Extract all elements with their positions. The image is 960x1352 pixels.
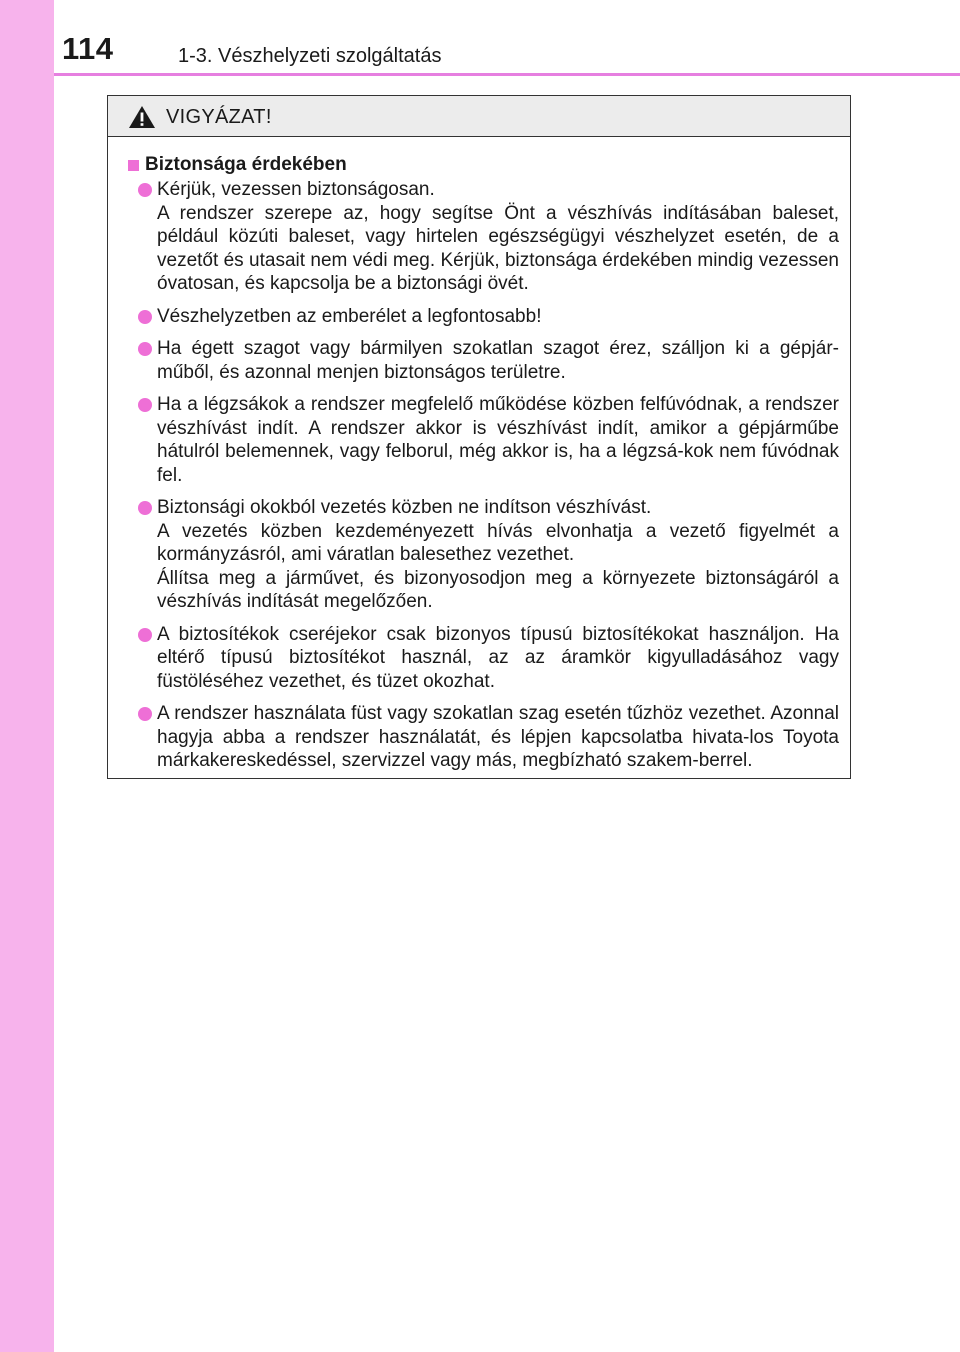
circle-bullet-icon — [138, 342, 152, 356]
caution-header — [108, 96, 850, 137]
circle-bullet-icon — [138, 183, 152, 197]
caution-box — [107, 95, 851, 779]
section-title: 1-3. Vészhelyzeti szolgáltatás — [178, 45, 442, 67]
list-item — [128, 393, 839, 487]
item-text: Ha a légzsákok a rendszer megfelelő működése közben felfúvódnak, a rendszer vészhívást indít. A rendszer akkor is vészhívást indít, amikor a gépjárműbe hátulról belemennek, vagy felborul, még akkor is, ha a légzsá-kok nem fúvódnak fel. — [157, 394, 839, 486]
caution-body — [108, 137, 850, 773]
item-text: A vezetés közben kezdeményezett hívás elvonhatja a vezető figyelmét a kormányzásról, ami váratlan balesethez vezethet. — [157, 520, 839, 565]
list-item — [128, 305, 839, 329]
list-item — [128, 337, 839, 384]
page-number: 114 — [62, 31, 114, 66]
caution-heading-text: Biztonsága érdekében — [145, 154, 347, 175]
item-text: A biztosítékok cseréjekor csak bizonyos típusú biztosítékokat használjon. Ha eltérő típusú biztosítékot használ, az az áramkör kigyulladásához vagy füstöléséhez vezethet, és tüzet okozhat. — [157, 623, 839, 692]
item-text: Állítsa meg a járművet, és bizonyosodjon meg a környezete biztonságáról a vészhívás indítását megelőzően. — [157, 567, 839, 612]
list-item — [128, 623, 839, 694]
item-text: Biztonsági okokból vezetés közben ne indítson vészhívást. — [157, 497, 652, 518]
caution-label: VIGYÁZAT! — [166, 106, 272, 128]
circle-bullet-icon — [138, 310, 152, 324]
item-text: Kérjük, vezessen biztonságosan. — [157, 179, 435, 200]
caution-heading — [128, 152, 839, 178]
circle-bullet-icon — [138, 707, 152, 721]
item-text: Ha égett szagot vagy bármilyen szokatlan szagot érez, szálljon ki a gépjár-műből, és azonnal menjen biztonságos területre. — [157, 338, 839, 383]
list-item — [128, 496, 839, 614]
circle-bullet-icon — [138, 628, 152, 642]
item-text: Vészhelyzetben az emberélet a legfontosabb! — [157, 305, 542, 327]
list-item — [128, 178, 839, 296]
header-rule — [54, 73, 960, 76]
item-text: A rendszer használata füst vagy szokatlan szag esetén tűzhöz vezethet. Azonnal hagyja abba a rendszer használatát, és lépjen kapcsolatba hivata-los Toyota márkakereskedéssel, szervizzel vagy más, megbízható szakem-berrel. — [157, 703, 839, 771]
item-text: A rendszer szerepe az, hogy segítse Önt a vészhívás indításában baleset, például közúti baleset, vagy hirtelen egészségügyi vészhelyzet esetén, de a vezetőt és utasait nem védi meg. Kérjük, biztonsága érdekében mindig vezessen óvatosan, és kapcsolja be a biztonsági övét. — [157, 202, 839, 294]
circle-bullet-icon — [138, 398, 152, 412]
square-bullet-icon — [128, 160, 139, 171]
circle-bullet-icon — [138, 501, 152, 515]
side-color-strip — [0, 0, 54, 1352]
warning-triangle-icon — [128, 105, 156, 129]
list-item — [128, 702, 839, 773]
